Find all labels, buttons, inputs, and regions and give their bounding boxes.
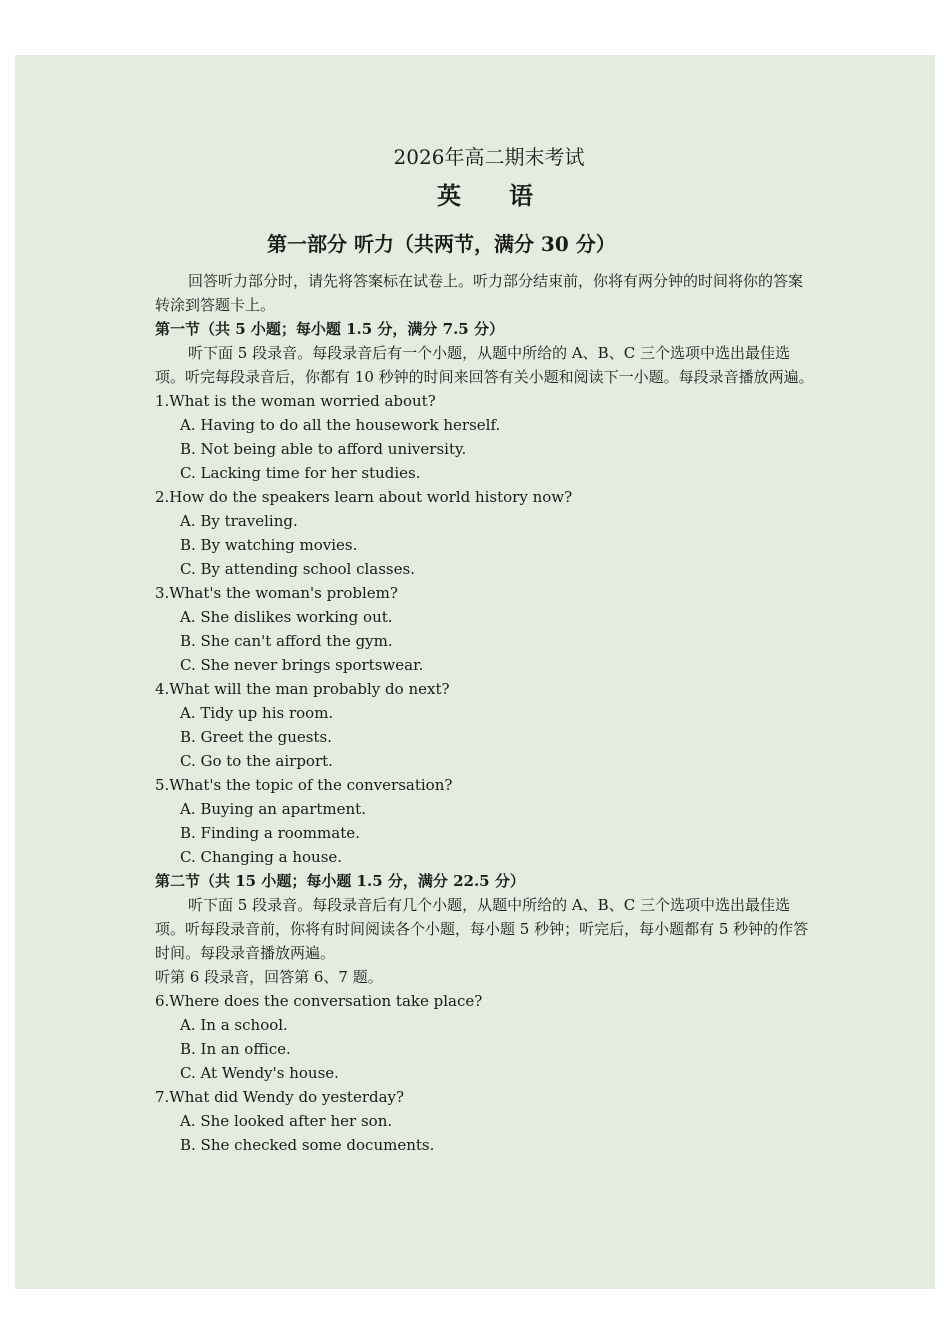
option-b: B. Greet the guests. — [180, 728, 332, 746]
option-a: A. She looked after her son. — [180, 1112, 393, 1130]
option-b: B. She can't afford the gym. — [180, 632, 393, 650]
option-a: A. She dislikes working out. — [180, 608, 393, 626]
question-item — [155, 677, 815, 773]
section2-question-list — [155, 989, 815, 1157]
question-item — [155, 389, 815, 485]
question-item — [155, 485, 815, 581]
option-b: B. In an office. — [180, 1040, 291, 1058]
question-stem: 6.Where does the conversation take place? — [155, 992, 483, 1010]
section1-heading: 第一节（共 5 小题；每小题 1.5 分，满分 7.5 分） — [155, 320, 504, 338]
question-item — [155, 773, 815, 869]
option-c: C. At Wendy's house. — [180, 1064, 339, 1082]
option-b: B. She checked some documents. — [180, 1136, 435, 1154]
option-c: C. By attending school classes. — [180, 560, 415, 578]
option-a: A. Buying an apartment. — [180, 800, 366, 818]
option-a: A. In a school. — [180, 1016, 288, 1034]
option-c: C. She never brings sportswear. — [180, 656, 424, 674]
intro-paragraph: 回答听力部分时，请先将答案标在试卷上。听力部分结束前，你将有两分钟的时间将你的答案转涂到答题卡上。 — [155, 272, 804, 314]
exam-page — [15, 55, 935, 1289]
section2-instructions: 听下面 5 段录音。每段录音后有几个小题，从题中所给的 A、B、C 三个选项中选出最佳选项。听每段录音前，你将有时间阅读各个小题，每小题 5 秒钟；听完后，每小题都有 5 秒钟的作答时间。每段录音播放两遍。 — [155, 896, 809, 962]
segment-note: 听第 6 段录音，回答第 6、7 题。 — [155, 968, 383, 986]
question-stem: 4.What will the man probably do next? — [155, 680, 450, 698]
exam-content — [155, 141, 815, 1157]
option-c: C. Lacking time for her studies. — [180, 464, 421, 482]
question-stem: 3.What's the woman's problem? — [155, 584, 398, 602]
subject-char-1: 英 — [437, 181, 461, 210]
question-item — [155, 989, 815, 1085]
option-a: A. Having to do all the housework herself. — [180, 416, 501, 434]
section1-instructions: 听下面 5 段录音。每段录音后有一个小题，从题中所给的 A、B、C 三个选项中选出最佳选项。听完每段录音后，你都有 10 秒钟的时间来回答有关小题和阅读下一小题。每段录音播放两遍。 — [155, 344, 814, 386]
option-a: A. Tidy up his room. — [180, 704, 334, 722]
exam-title: 2026年高二期末考试 — [393, 145, 585, 169]
question-item — [155, 581, 815, 677]
option-b: B. Finding a roommate. — [180, 824, 360, 842]
question-stem: 5.What's the topic of the conversation? — [155, 776, 453, 794]
subject-title — [155, 173, 815, 219]
question-stem: 1.What is the woman worried about? — [155, 392, 436, 410]
option-b: B. By watching movies. — [180, 536, 358, 554]
option-a: A. By traveling. — [180, 512, 298, 530]
option-c: C. Go to the airport. — [180, 752, 333, 770]
part-title: 第一部分 听力（共两节，满分 30 分） — [267, 232, 616, 256]
option-b: B. Not being able to afford university. — [180, 440, 467, 458]
section2-heading: 第二节（共 15 小题；每小题 1.5 分，满分 22.5 分） — [155, 872, 525, 890]
section1-question-list — [155, 389, 815, 869]
subject-char-2: 语 — [509, 181, 533, 210]
question-stem: 7.What did Wendy do yesterday? — [155, 1088, 405, 1106]
question-item — [155, 1085, 815, 1157]
option-c: C. Changing a house. — [180, 848, 343, 866]
question-stem: 2.How do the speakers learn about world history now? — [155, 488, 573, 506]
